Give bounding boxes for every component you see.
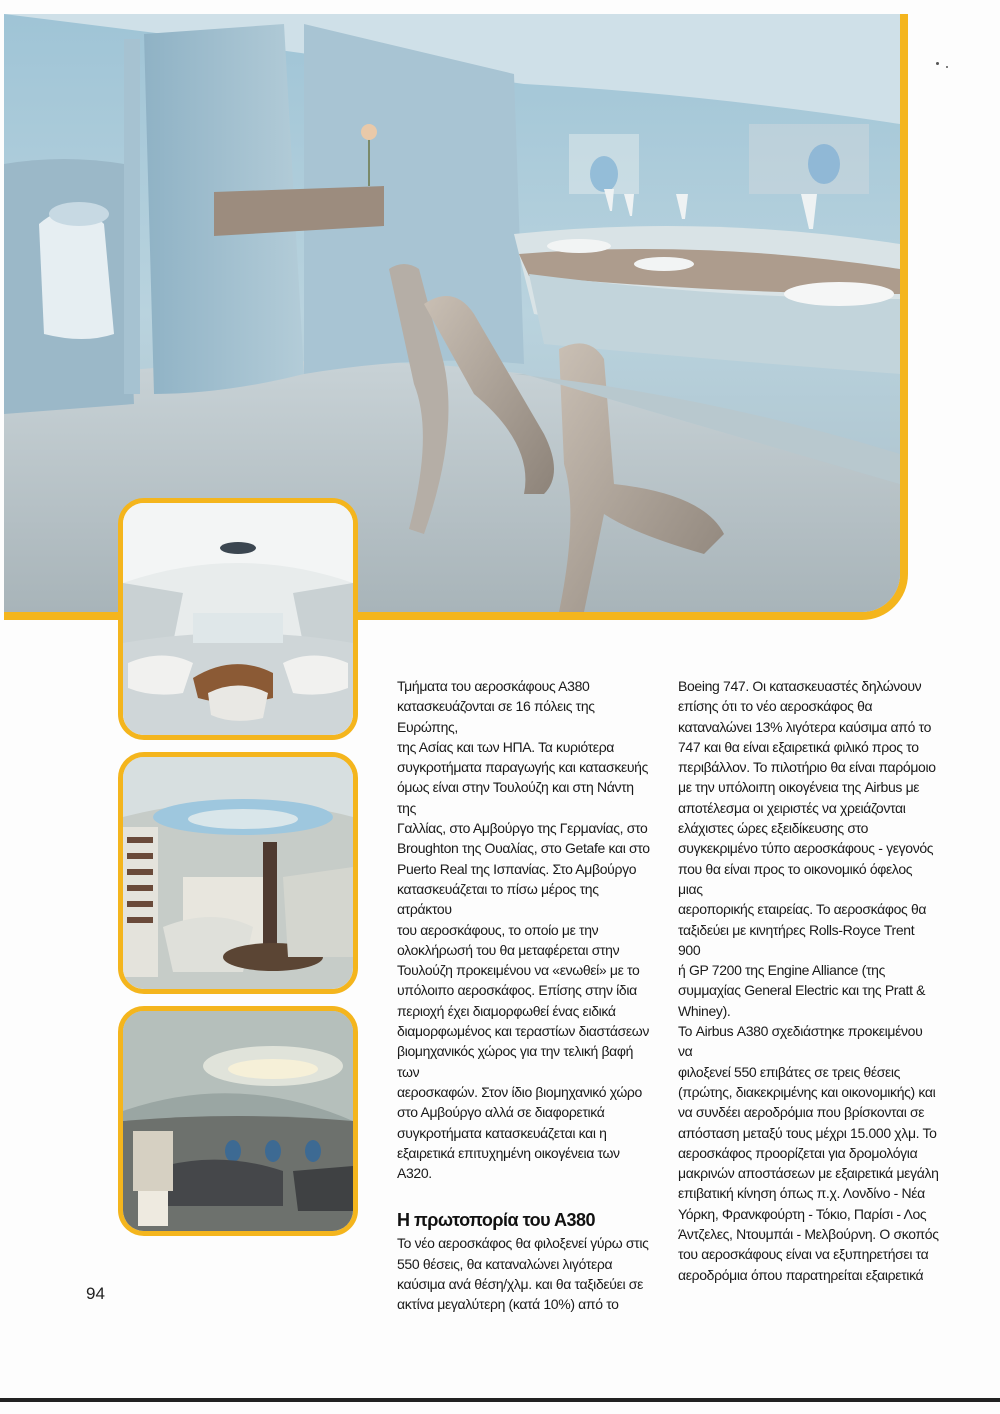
scan-speck [946, 66, 948, 68]
page-number: 94 [86, 1284, 105, 1303]
inset-photo-1 [118, 498, 358, 740]
text-column-left [397, 676, 655, 1315]
paragraph: Το Airbus Α380 σχεδιάστηκε προκειμένου να φιλοξενεί 550 επιβάτες σε τρεις θέσεις (πρώτης, διακεκριμένης και οικονομικής) και να συνδέει αεροδρόμια που βρίσκονται σε απόσταση μεταξύ τους μέχρι 15.000 χλμ. Το αεροσκάφος προορίζεται για δρομολόγια μακρινών αποστάσεων με εξαιρετικά μεγάλη επιβατική κίνηση όπως π.χ. Λονδίνο - Νέα Υόρκη, Φρανκφούρτη - Τόκιο, Παρίσι - Λος Άντζελες, Ντουμπάι - Μελβούρνη. Ο σκοπός του αεροσκάφους είναι να εξυπηρετήσει τα αεροδρόμια όπου παρατηρείται εξαιρετικά [678, 1023, 939, 1283]
inset-photo-2 [118, 752, 358, 994]
paragraph: Το νέο αεροσκάφος θα φιλοξενεί γύρω στις 550 θέσεις, θα καταναλώνει λιγότερα καύσιμα ανά θέση/χλμ. και θα ταξιδεύει σε ακτίνα μεγαλύτερη (κατά 10%) από το [397, 1235, 649, 1313]
text-column-right [678, 676, 940, 1285]
cabin-library-lounge-photo-icon [123, 757, 353, 989]
paragraph: Τμήματα του αεροσκάφους Α380 κατασκευάζονται σε 16 πόλεις της Ευρώπης, της Ασίας και των ΗΠΑ. Τα κυριότερα συγκροτήματα παραγωγής και κατασκευής όμως είναι στην Τουλούζη και στη Νάντη της Γαλλίας, στο Αμβούργο της Γερμανίας, στο Broughton της Ουαλίας, στο Getafe και στο Puerto Real της Ισπανίας. Στο Αμβούργο κατασκευάζεται το πίσω μέρος της ατράκτου του αεροσκάφους, το οποίο με την ολοκλήρωσή του θα μεταφέρεται στην Τουλούζη προκειμένου να «ενωθεί» με το υπόλοιπο αεροσκάφος. Επίσης στην ίδια περιοχή έχει διαμορφωθεί ένας ειδικά διαμορφωμένος και τεραστίων διαστάσεων βιομηχανικός χώρος για την τελική βαφή των αεροσκαφών. Στον ίδιο βιομηχανικό χώρο στο Αμβούργο αλλά σε διαφορετικά συγκροτήματα κατασκευάζεται και η εξαιρετικά επιτυχημένη οικογένεια των Α320. [397, 678, 650, 1182]
inset-photo-3 [118, 1006, 358, 1236]
cabin-seating-area-photo-icon [123, 503, 353, 735]
bottom-rule [0, 1398, 1000, 1402]
paragraph: Boeing 747. Οι κατασκευαστές δηλώνουν επίσης ότι το νέο αεροσκάφος θα καταναλώνει 13% λιγότερα καύσιμα από το 747 και θα είναι εξαιρετικά φιλικό προς το περιβάλλον. Το πιλοτήριο θα είναι παρόμοιο με την υπόλοιπη οικογένεια της Airbus με αποτέλεσμα οι χειριστές να χρειάζονται ελάχιστες ώρες εξειδίκευσης στο συγκεκριμένο τύπο αεροσκάφους - γεγονός που θα είναι προς το οικονομικό όφελος μιας αεροπορικής εταιρείας. Το αεροσκάφος θα ταξιδεύει με κινητήρες Rolls-Royce Trent 900 ή GP 7200 της Engine Alliance (της συμμαχίας General Electric και της Pratt & Whiney). [678, 678, 936, 1019]
cabin-lounge-windows-photo-icon [123, 1011, 353, 1231]
section-heading: Η πρωτοπορία του Α380 [397, 1210, 595, 1231]
scan-speck [936, 62, 939, 65]
